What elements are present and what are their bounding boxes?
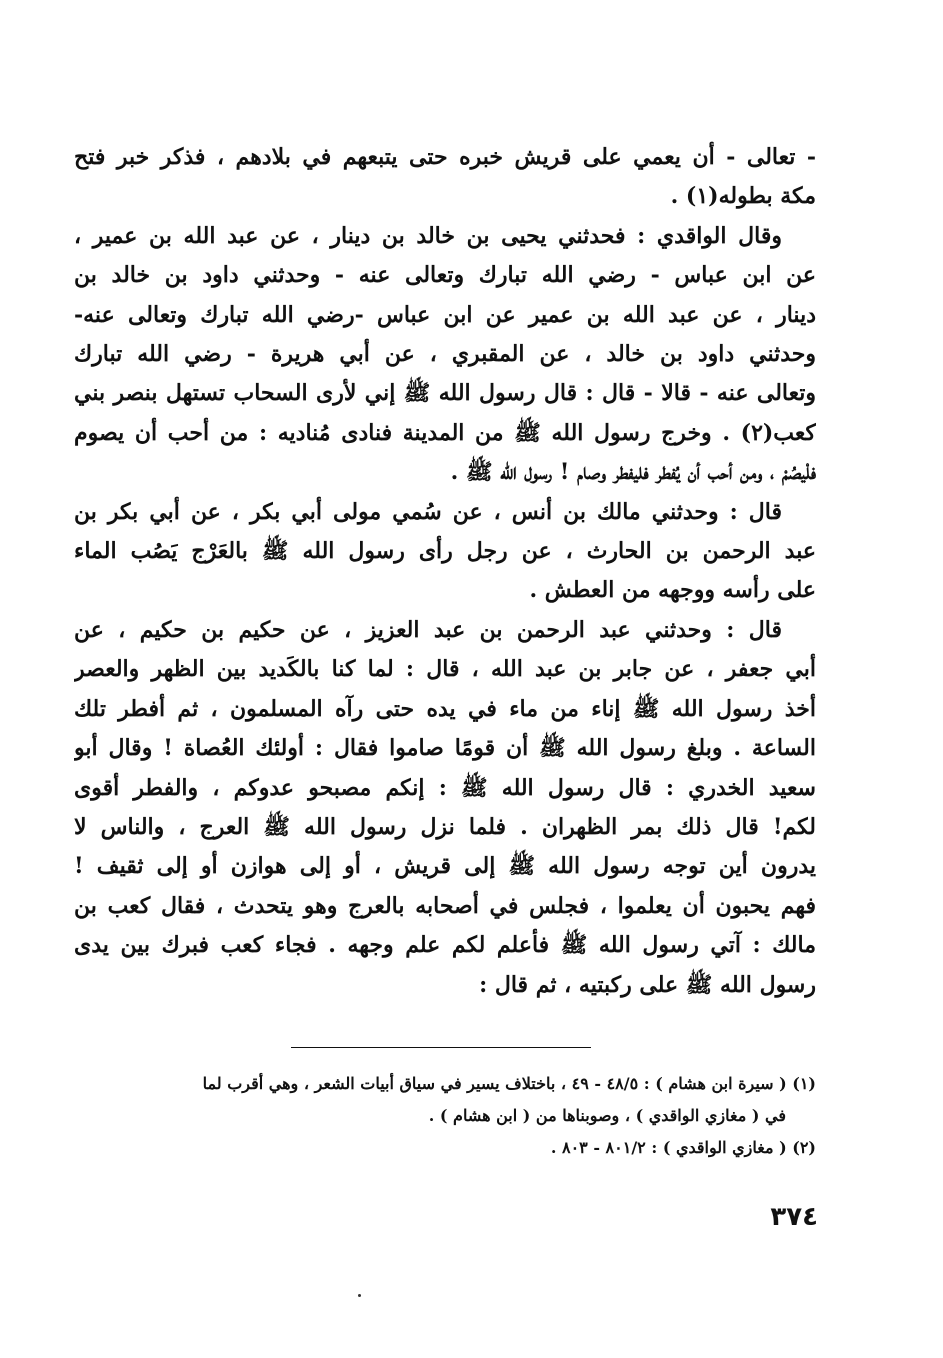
text-line: يدرون أين توجه رسول الله ﷺ إلى قريش ، أو إلى هوازن أو إلى ثقيف ! [74, 853, 816, 880]
text-line: كعب(٢) . وخرج رسول الله ﷺ من المدينة فنادى مُناديه : من أحب أن يصوم [74, 419, 816, 446]
text-line: عن ابن عباس - رضي الله تبارك وتعالى عنه - وحدثني داود بن خالد بن [74, 262, 816, 289]
page-number: ٣٧٤ [770, 1202, 818, 1232]
text-line: وقال الواقدي : فحدثني يحيى بن خالد بن دينار ، عن عبد الله بن عمير ، [74, 222, 782, 249]
scan-speck [358, 1294, 361, 1297]
text-line: قال : وحدثني مالك بن أنس ، عن سُمي مولى أبي بكر ، عن أبي بكر بن [74, 498, 782, 525]
text-line: مالك : آتي رسول الله ﷺ فأعلم لكم علم وجهه . فجاء كعب فبرك بين يدى [74, 932, 816, 959]
text-line: على رأسه ووجهه من العطش . [529, 577, 816, 604]
text-line: فهم يحبون أن يعلموا ، فجلس في أصحابه بالعرج وهو يتحدث ، فقال كعب بن [74, 892, 816, 919]
footnotes [76, 1068, 816, 1164]
text-line: فلْيصُمْ ، ومن أحب أن يُفطر فليفطر وصام ! رسول الله ﷺ . [450, 459, 816, 486]
text-line: وحدثني داود بن خالد ، عن المقبري ، عن أبي هريرة - رضي الله تبارك [74, 341, 816, 368]
footnote-1: (١) ( سيرة ابن هشام ) : ٤٨/٥ - ٤٩ ، باختلاف يسير في سياق أبيات الشعر ، وهي أقرب لما [202, 1074, 816, 1093]
text-line: لكم! قال ذلك بمر الظهران . فلما نزل رسول الله ﷺ العرج ، والناس لا [74, 813, 816, 840]
text-line: وتعالى عنه - قالا - قال : قال رسول الله ﷺ إني لأرى السحاب تستهل بنصر بني [74, 380, 816, 407]
text-line: رسول الله ﷺ على ركبتيه ، ثم قال : [479, 971, 816, 998]
text-line: الساعة . وبلغ رسول الله ﷺ أن قومًا صاموا فقال : أولئك العُصاة ! وقال أبو [74, 735, 816, 762]
text-line: دينار ، عن عبد الله بن عمير عن ابن عباس -رضي الله تبارك وتعالى عنه- [74, 301, 816, 328]
text-line: أخذ رسول الله ﷺ إناء من ماء في يده حتى رآه المسلمون ، ثم أفطر تلك [74, 695, 816, 722]
text-line: أبي جعفر ، عن جابر بن عبد الله ، قال : لما كنا بالكَديد بين الظهر والعصر [74, 656, 816, 683]
text-line: - تعالى - أن يعمي على قريش خبره حتى يتبعهم في بلادهم ، فذكر خبر فتح [74, 144, 816, 170]
text-line: مكة بطوله(١) . [670, 183, 816, 210]
text-line: قال : وحدثني عبد الرحمن بن عبد العزيز ، عن حكيم بن حكيم ، عن [74, 616, 782, 643]
text-line: سعيد الخدري : قال رسول الله ﷺ : إنكم مصبحو عدوكم ، والفطر أقوى [74, 774, 816, 801]
main-text [74, 138, 816, 1005]
footnote-1-continuation: في ( مغازي الواقدي ) ، وصوبناها من ( ابن هشام ) . [428, 1106, 786, 1125]
footnote-separator [291, 1047, 591, 1048]
footnote-2: (٢) ( مغازي الواقدي ) : ٨٠١/٢ - ٨٠٣ . [550, 1138, 816, 1157]
text-line: عبد الرحمن بن الحارث ، عن رجل رأى رسول الله ﷺ بالعَرْج يَصُب الماء [74, 538, 816, 565]
